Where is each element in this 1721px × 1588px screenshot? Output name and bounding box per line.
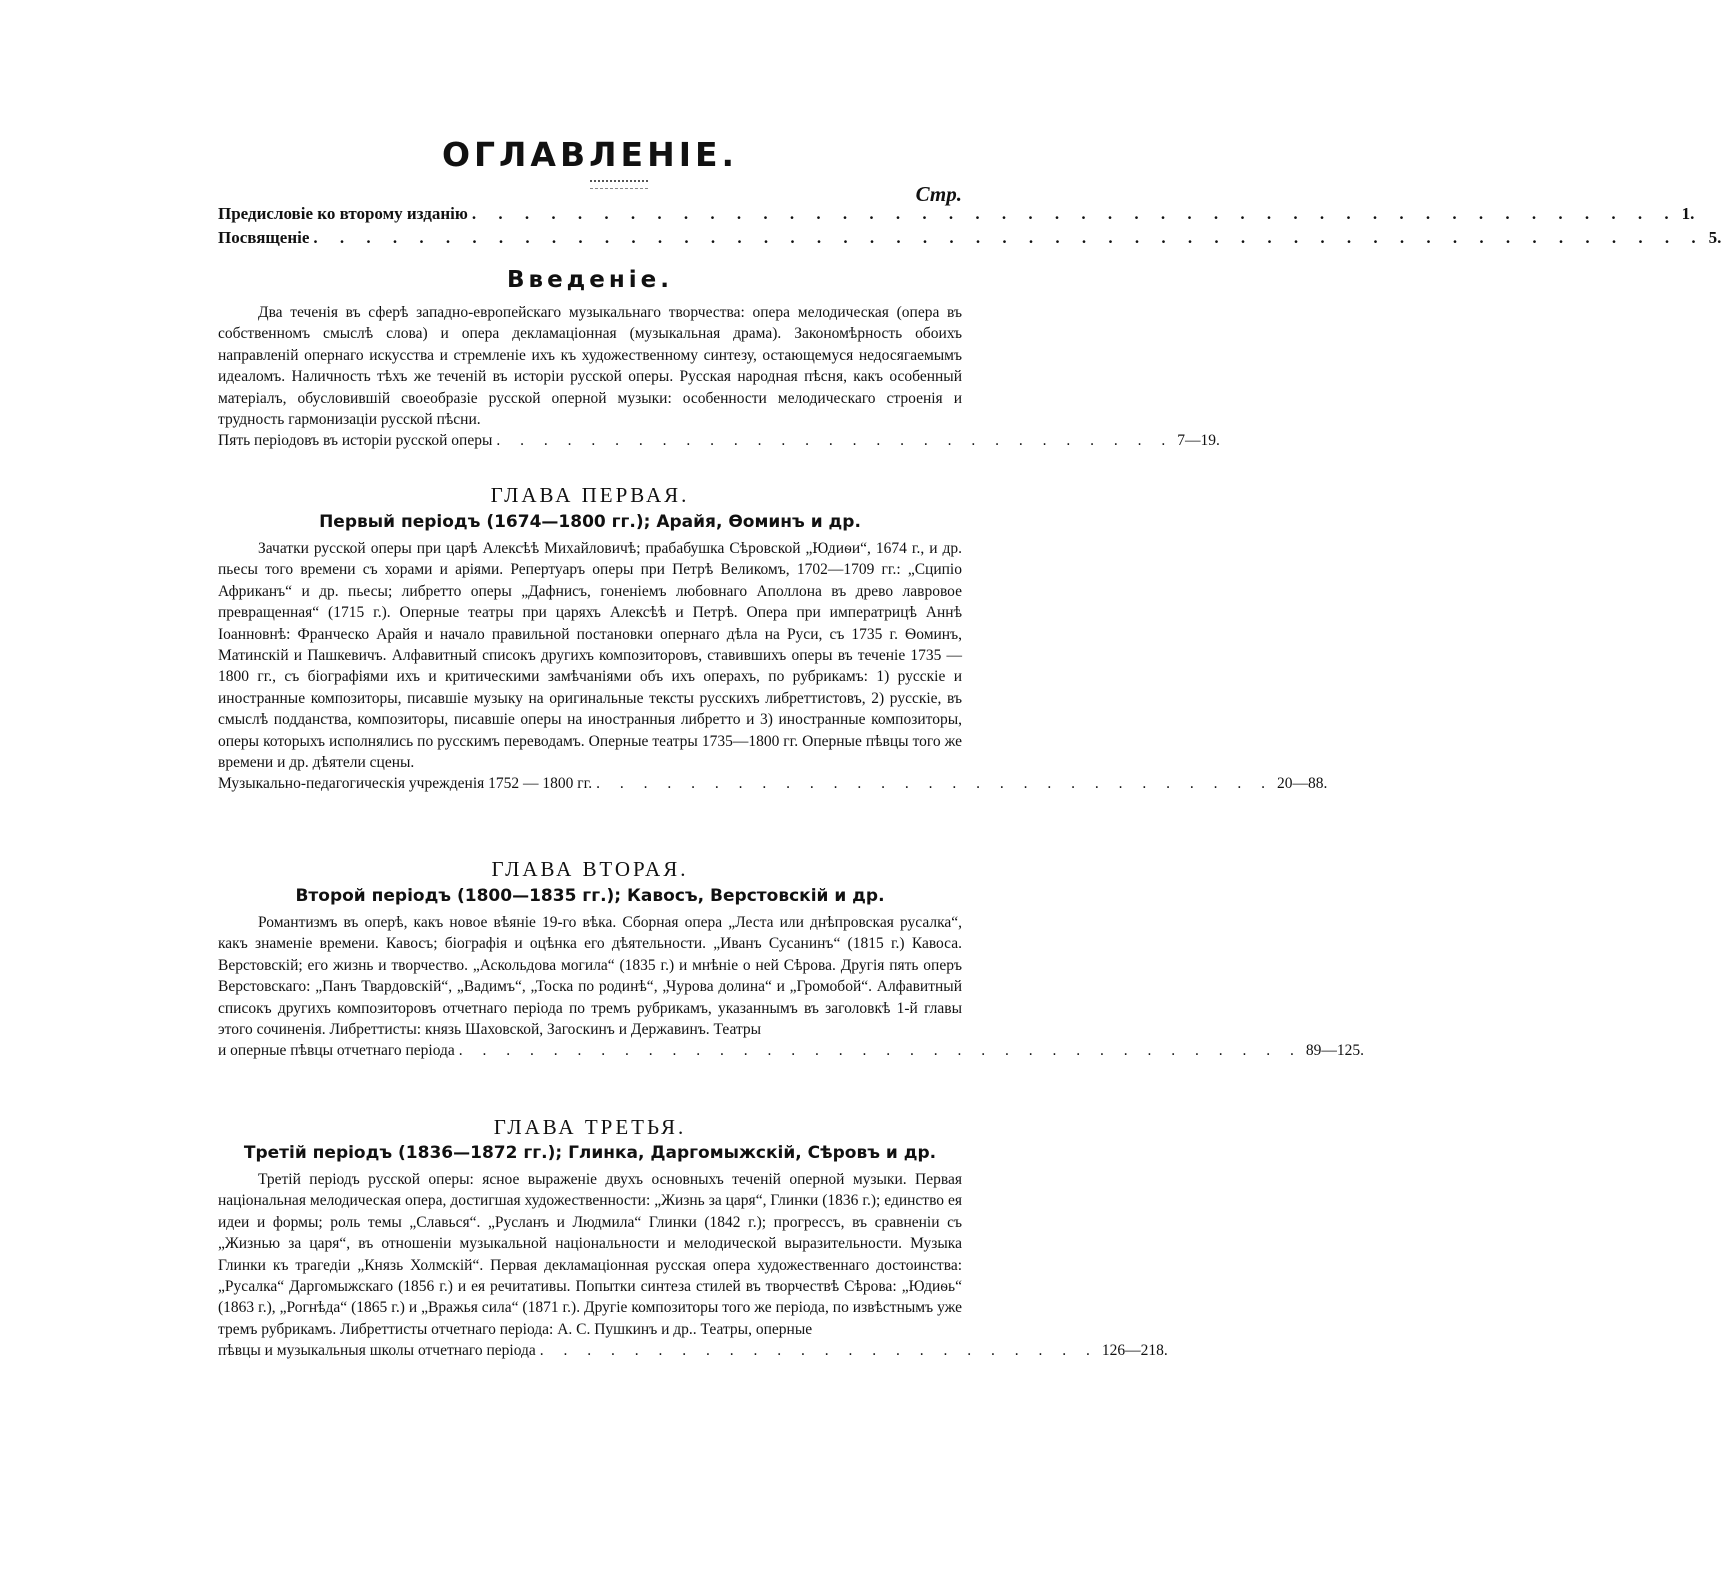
summary-text: Романтизмъ въ оперѣ, какъ новое вѣяніе 19-го вѣка. Сборная опера „Леста или днѣпровская русалка“, какъ знаменіе времени. Кавосъ; біографія и оцѣнка его дѣятельности. „Иванъ Сусанинъ“ (1815 г.) Кавоса. Верстовскій; его жизнь и творчество. „Аскольдова могила“ (1835 г.) и мнѣніе о ней Сѣрова. Другія пять оперъ Верстовскаго: „Панъ Твардовскій“, „Вадимъ“, „Тоска по родинѣ“, „Чурова долина“ и „Громобой“. Алфавитный списокъ другихъ композиторовъ отчетнаго періода по тремъ рубрикамъ, указаннымъ въ заголовкѣ 1-й главы этого сочиненія. Либреттисты: князь Шаховской, Загоскинъ и Державинъ. Театры [218,914,962,1039]
chapter-2-summary [218,912,1365,1062]
chapter-2-period-title: Второй періодъ (1800—1835 гг.); Кавосъ, Верстовскій и др. [295,886,885,906]
leader-dots: . . . . . . . . . . . . . . . . . . . . . . . . . . . . . . . . . . . . . . . . . . . . . . [471,204,1678,223]
chapter-2-heading: ГЛАВА ВТОРАЯ. [491,857,689,881]
summary-last-line [218,1340,1168,1361]
summary-last-text: и оперные пѣвцы отчетнаго періода [218,1042,455,1060]
chapter-1-period-title: Первый періодъ (1674—1800 гг.); Арайя, Ѳоминъ и др. [319,512,861,532]
summary-text: Третій періодъ русской оперы: ясное выраженіе двухъ основныхъ теченій оперной музыки. Первая національная мелодическая опера, достигшая художественности: „Жизнь за царя“, Глинки (1836 г.); единство ея идеи и формы; роль темы „Славься“. „Русланъ и Людмила“ Глинки (1842 г.); прогрессъ, въ сравненіи съ „Жизнью за царя“, въ отношеніи музыкальной національности и мелодической выразительности. Музыка Глинки къ трагедіи „Князь Холмскій“. Первая декламаціонная русская опера художественнаго достоинства: „Русалка“ Даргомыжскаго (1856 г.) и ея речитативы. Попытки синтеза стилей въ творчествѣ Сѣрова: „Юдиѳь“ (1863 г.), „Рогнѣда“ (1865 г.) и „Вражья сила“ (1871 г.). Другіе композиторы того же періода, по извѣстнымъ уже тремъ рубрикамъ. Либреттисты отчетнаго періода: А. С. Пушкинъ и др.. Театры, оперные [218,1171,962,1338]
page-title: ОГЛАВЛЕНІЕ. [441,135,739,174]
chapter-3-summary [218,1169,1168,1362]
summary-pages: 89—125. [1305,1042,1365,1060]
summary-pages: 20—88. [1277,775,1328,793]
leader-dots: . . . . . . . . . . . . . . . . . . . . . . . . . . . . . [596,775,1273,793]
chapter-1-heading: ГЛАВА ПЕРВАЯ. [490,483,690,507]
leader-dots: . . . . . . . . . . . . . . . . . . . . . . . . . . . . . [496,432,1174,450]
introduction-summary [218,302,1220,452]
summary-last-text: Музыкально-педагогическія учрежденія 1752 — 1800 гг. [218,775,593,793]
page-column-label: Стр. [915,182,962,206]
entry-page: 1. [1681,204,1695,223]
entry-label: Предисловіе ко второму изданію [218,204,468,223]
toc-entry-dedication [218,226,1721,250]
summary-text: Два теченія въ сферѣ западно-европейскаго музыкальнаго творчества: опера мелодическая (опера въ собственномъ смыслѣ слова) и опера декламаціонная (музыкальная драма). Закономѣрность обоихъ направленій опернаго искусства и стремленіе ихъ къ художественному синтезу, остающемуся недосягаемымъ идеаломъ. Наличность тѣхъ же теченій въ исторіи русской оперы. Русская народная пѣсня, какъ особенный матеріалъ, обусловившій своеобразіе русской оперной музыки: особенности мелодическаго строенія и трудность гармонизаціи русской пѣсни. [218,304,962,429]
summary-last-line [218,430,1220,451]
chapter-1-summary [218,538,1328,795]
summary-pages: 7—19. [1177,432,1220,450]
entry-label: Посвященіе [218,228,310,247]
leader-dots: . . . . . . . . . . . . . . . . . . . . . . . . . . . . . . . . . . . . . . . . . . . . . . . . . . . . . [313,228,1705,247]
summary-last-line [218,773,1328,794]
toc-entry-preface [218,202,1695,226]
chapter-3-heading: ГЛАВА ТРЕТЬЯ. [493,1115,687,1139]
ornament-divider [590,180,648,189]
leader-dots: . . . . . . . . . . . . . . . . . . . . . . . . [539,1342,1098,1360]
leader-dots: . . . . . . . . . . . . . . . . . . . . . . . . . . . . . . . . . . . . [458,1042,1302,1060]
summary-last-text: пѣвцы и музыкальныя школы отчетнаго періода [218,1342,536,1360]
introduction-title: Введеніе. [507,267,673,293]
summary-pages: 126—218. [1101,1342,1168,1360]
summary-last-text: Пять періодовъ въ исторіи русской оперы [218,432,493,450]
chapter-3-period-title: Третій періодъ (1836—1872 гг.); Глинка, Даргомыжскій, Сѣровъ и др. [243,1143,937,1163]
summary-last-line [218,1040,1365,1061]
summary-text: Зачатки русской оперы при царѣ Алексѣѣ Михайловичѣ; прабабушка Сѣровской „Юдиѳи“, 1674 г., и др. пьесы того времени съ хорами и аріями. Репертуаръ оперы при Петрѣ Великомъ, 1702—1709 гг.: „Сципіо Африканъ“ и др. пьесы; либретто оперы „Дафнисъ, гоненіемъ любовнаго Аполлона въ древо лавровое превращенная“ (1715 г.). Оперные театры при царяхъ Алексѣѣ и Петрѣ. Опера при императрицѣ Аннѣ Іоанновнѣ: Франческо Арайя и начало правильной постановки опернаго дѣла на Руси, съ 1735 г. Ѳоминъ, Матинскій и Пашкевичъ. Алфавитный списокъ другихъ композиторовъ, ставившихъ оперы въ теченіе 1735 — 1800 гг., съ біографіями ихъ и критическими замѣчаніями объ ихъ операхъ, по рубрикамъ: 1) русскіе и иностранные композиторы, писавшіе музыку на оригинальные тексты русскихъ либреттистовъ, 2) русскіе, въ смыслѣ подданства, композиторы, писавшіе оперы на иностранныя либретто и 3) иностранные композиторы, оперы которыхъ исполнялись по русскимъ переводамъ. Оперные театры 1735—1800 гг. Оперные пѣвцы того же времени и др. дѣятели сцены. [218,540,962,772]
entry-page: 5. [1708,228,1721,247]
